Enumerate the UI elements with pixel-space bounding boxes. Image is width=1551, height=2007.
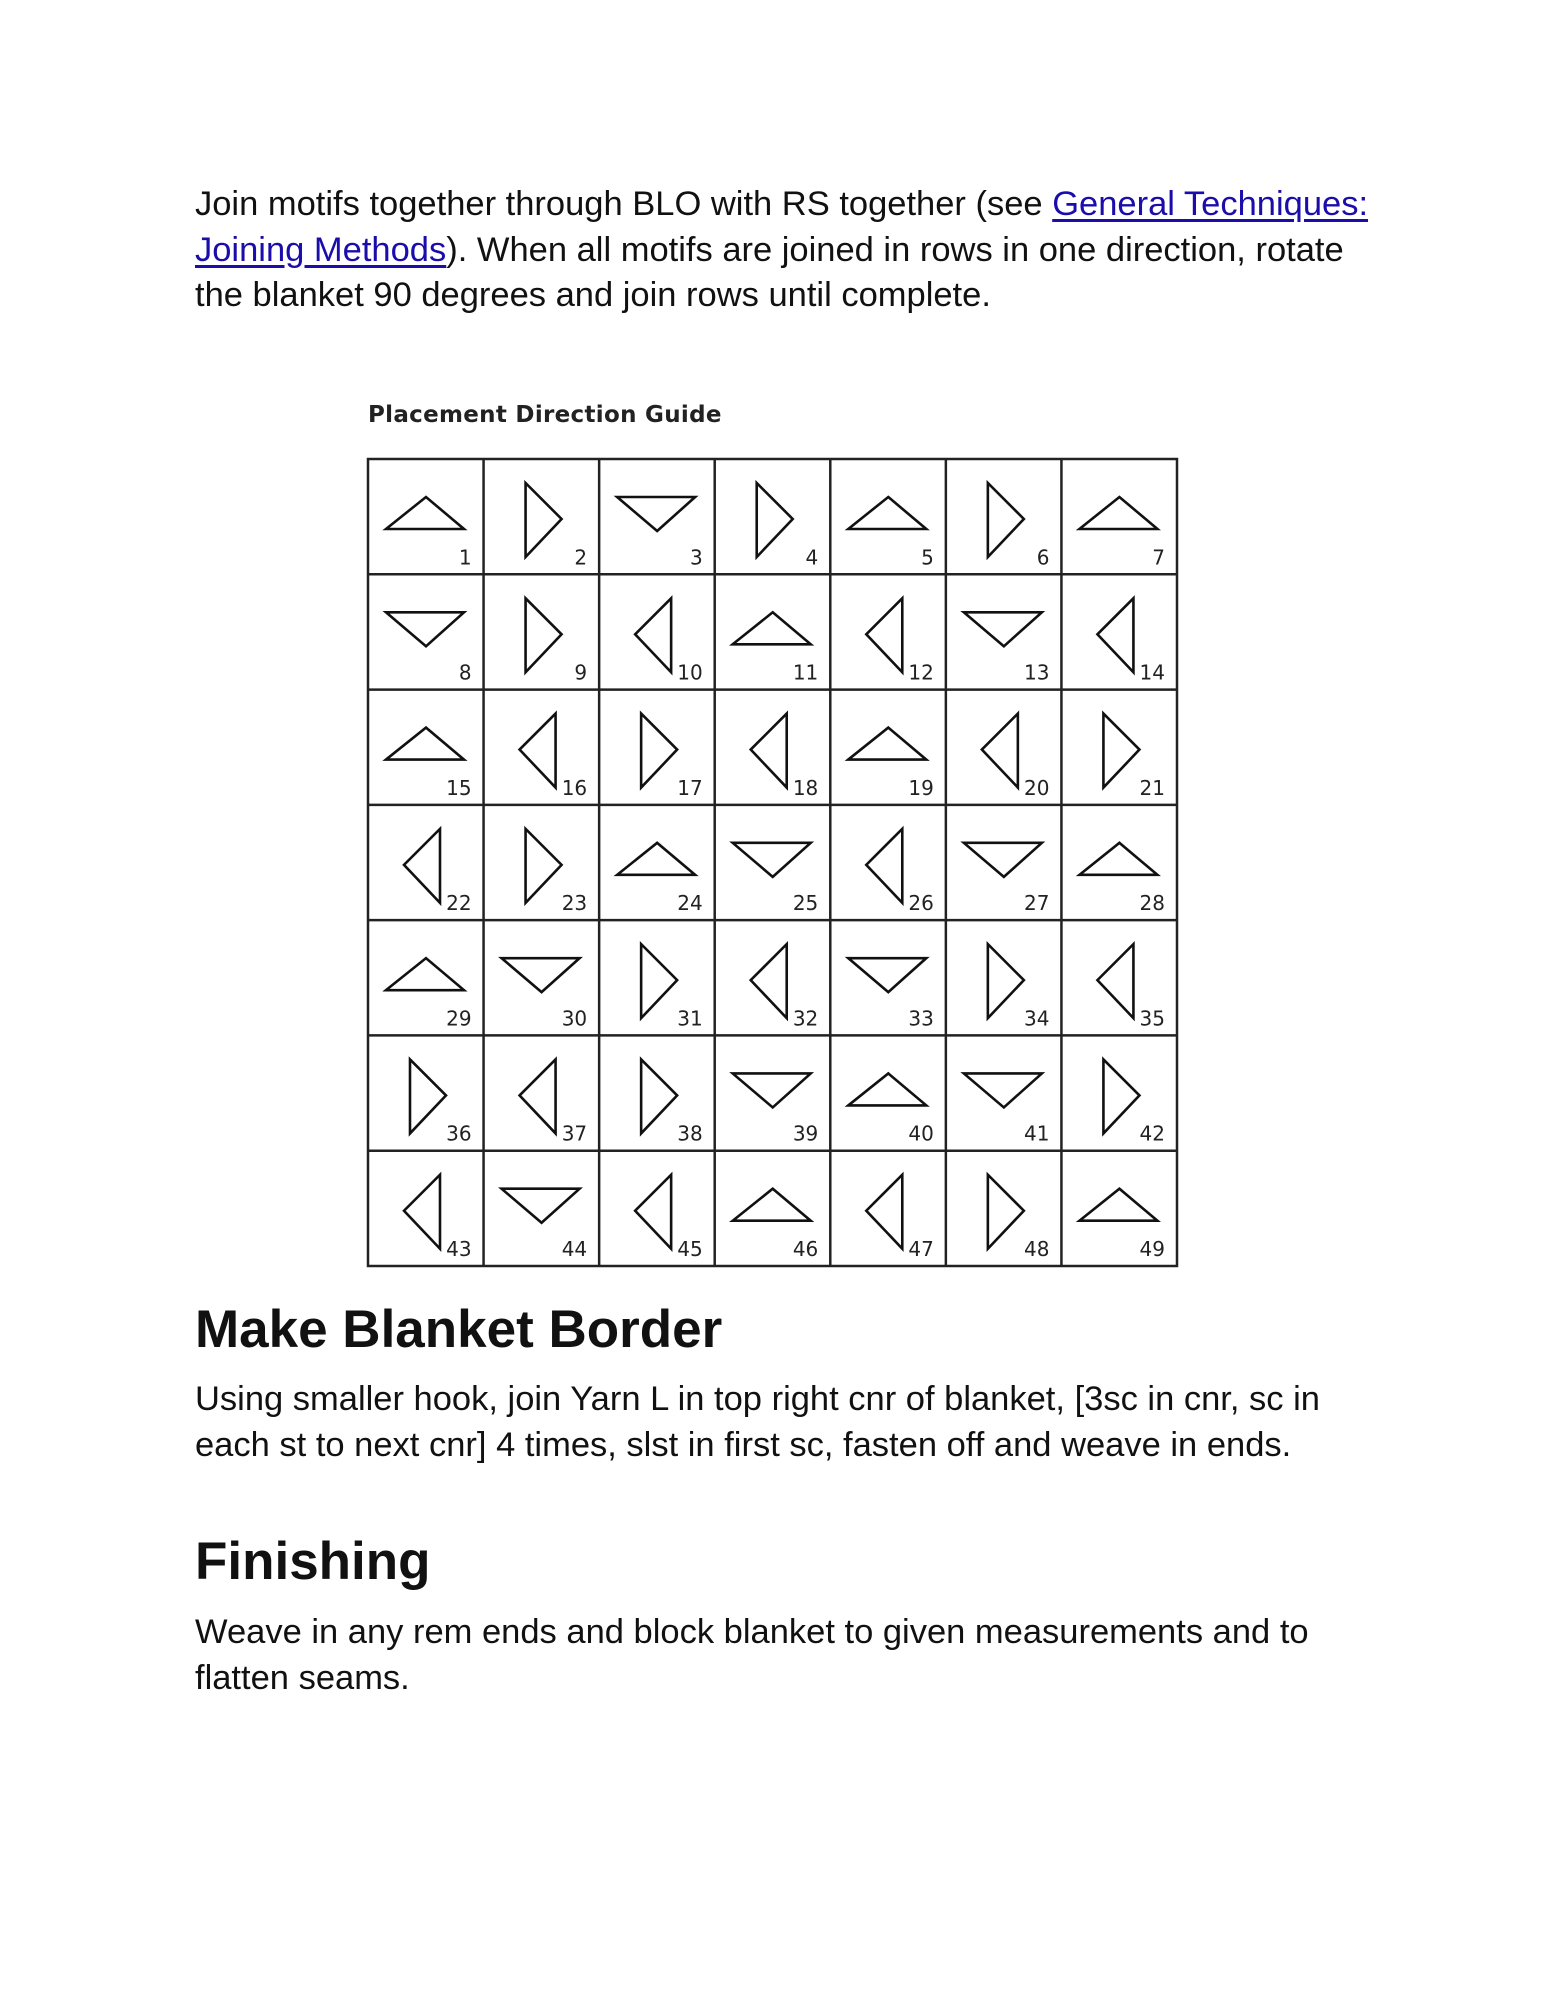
cell-number: 39 xyxy=(792,1121,819,1146)
cell-number: 24 xyxy=(677,891,703,916)
direction-up-icon xyxy=(617,843,695,875)
direction-left-icon xyxy=(866,1175,902,1249)
direction-right-icon xyxy=(526,483,562,557)
cell-number: 12 xyxy=(908,660,934,685)
direction-up-icon xyxy=(1079,843,1157,875)
cell-number: 4 xyxy=(805,545,819,570)
grid-cell-29 xyxy=(386,958,472,1030)
grid-cell-9 xyxy=(526,598,588,684)
grid-cell-18 xyxy=(751,714,819,800)
cell-number: 31 xyxy=(677,1006,703,1031)
cell-number: 47 xyxy=(908,1237,934,1261)
cell-number: 27 xyxy=(1023,891,1050,916)
intro-paragraph xyxy=(195,182,1375,319)
direction-down-icon xyxy=(964,1073,1042,1107)
grid-cell-17 xyxy=(641,714,703,800)
direction-left-icon xyxy=(520,714,556,788)
direction-right-icon xyxy=(410,1059,446,1133)
direction-right-icon xyxy=(641,1059,677,1133)
border-paragraph: Using smaller hook, join Yarn L in top right cnr of blanket, [3sc in cnr, sc in each st to next cnr] 4 times, slst in first sc, fasten off and weave in ends. xyxy=(195,1380,1320,1464)
grid-cell-3 xyxy=(617,497,703,569)
cell-number: 8 xyxy=(458,660,472,685)
grid-cell-30 xyxy=(502,958,588,1030)
grid-cell-27 xyxy=(964,843,1050,915)
direction-up-icon xyxy=(386,958,464,990)
intro-text-before: Join motifs together through BLO with RS together (see xyxy=(195,185,1053,223)
direction-left-icon xyxy=(751,944,787,1018)
direction-left-icon xyxy=(1097,944,1133,1018)
direction-down-icon xyxy=(733,843,811,877)
cell-number: 43 xyxy=(446,1237,472,1261)
direction-left-icon xyxy=(635,598,671,672)
direction-left-icon xyxy=(520,1059,556,1133)
cell-number: 18 xyxy=(792,775,819,800)
direction-up-icon xyxy=(848,728,926,760)
grid-cell-45 xyxy=(635,1175,703,1261)
finishing-paragraph: Weave in any rem ends and block blanket to given measurements and to flatten seams. xyxy=(195,1613,1309,1697)
cell-number: 7 xyxy=(1152,545,1165,570)
cell-number: 44 xyxy=(561,1237,588,1261)
grid-cell-32 xyxy=(751,944,819,1030)
direction-left-icon xyxy=(866,598,902,672)
grid-cell-49 xyxy=(1079,1189,1165,1261)
cell-number: 26 xyxy=(908,891,934,916)
cell-number: 34 xyxy=(1023,1006,1050,1031)
direction-down-icon xyxy=(733,1073,811,1107)
direction-left-icon xyxy=(404,829,440,903)
cell-number: 35 xyxy=(1139,1006,1165,1031)
direction-up-icon xyxy=(1079,1189,1157,1221)
direction-right-icon xyxy=(526,829,562,903)
grid-cell-12 xyxy=(866,598,934,684)
cell-number: 25 xyxy=(792,891,819,916)
direction-left-icon xyxy=(751,714,787,788)
direction-up-icon xyxy=(386,497,464,529)
border-heading: Make Blanket Border xyxy=(195,1300,723,1359)
cell-number: 2 xyxy=(574,545,588,570)
direction-up-icon xyxy=(1079,497,1157,529)
cell-number: 21 xyxy=(1139,775,1165,800)
cell-number: 46 xyxy=(792,1237,819,1261)
direction-right-icon xyxy=(526,598,562,672)
grid-cell-42 xyxy=(1103,1059,1165,1145)
direction-left-icon xyxy=(866,829,902,903)
grid-cell-11 xyxy=(733,612,819,684)
cell-number: 22 xyxy=(446,891,472,916)
grid-cell-28 xyxy=(1079,843,1165,915)
grid-cell-23 xyxy=(526,829,588,915)
intro-text-after: ). When all motifs are joined in rows in one direction, rotate the blanket 90 degrees and join rows until complete. xyxy=(195,230,1344,314)
cell-number: 6 xyxy=(1036,545,1050,570)
grid-cell-24 xyxy=(617,843,703,915)
grid-cell-22 xyxy=(404,829,472,915)
direction-up-icon xyxy=(733,612,811,644)
grid-cell-34 xyxy=(988,944,1050,1030)
direction-right-icon xyxy=(1103,1059,1139,1133)
grid-cell-8 xyxy=(386,612,472,684)
grid-cell-26 xyxy=(866,829,934,915)
direction-left-icon xyxy=(982,714,1018,788)
placement-direction-grid xyxy=(366,457,1179,1268)
grid-cell-13 xyxy=(964,612,1050,684)
cell-number: 36 xyxy=(446,1121,472,1146)
cell-number: 42 xyxy=(1139,1121,1165,1146)
direction-up-icon xyxy=(386,728,464,760)
grid-cell-46 xyxy=(733,1189,819,1261)
cell-number: 48 xyxy=(1023,1237,1050,1261)
direction-right-icon xyxy=(1103,714,1139,788)
grid-cell-2 xyxy=(526,483,588,569)
grid-cell-19 xyxy=(848,728,934,800)
cell-number: 37 xyxy=(561,1121,588,1146)
grid-cell-38 xyxy=(641,1059,703,1145)
cell-number: 15 xyxy=(446,775,472,800)
grid-cell-37 xyxy=(520,1059,588,1145)
cell-number: 41 xyxy=(1023,1121,1050,1146)
grid-cell-5 xyxy=(848,497,934,569)
direction-down-icon xyxy=(502,958,580,992)
cell-number: 13 xyxy=(1023,660,1050,685)
direction-right-icon xyxy=(641,944,677,1018)
cell-number: 11 xyxy=(792,660,819,685)
direction-down-icon xyxy=(964,612,1042,646)
cell-number: 5 xyxy=(921,545,934,570)
cell-number: 38 xyxy=(677,1121,703,1146)
direction-down-icon xyxy=(848,958,926,992)
general-techniques-link[interactable]: General Techniques: Joining Methods xyxy=(195,185,1369,269)
direction-right-icon xyxy=(757,483,793,557)
cell-number: 29 xyxy=(446,1006,472,1031)
cell-number: 17 xyxy=(677,775,703,800)
direction-left-icon xyxy=(404,1175,440,1249)
cell-number: 33 xyxy=(908,1006,934,1031)
grid-cell-20 xyxy=(982,714,1050,800)
grid-cell-7 xyxy=(1079,497,1165,569)
cell-number: 10 xyxy=(677,660,703,685)
direction-right-icon xyxy=(988,1175,1024,1249)
grid-cell-21 xyxy=(1103,714,1165,800)
direction-left-icon xyxy=(1097,598,1133,672)
cell-number: 30 xyxy=(561,1006,588,1031)
direction-right-icon xyxy=(988,483,1024,557)
cell-number: 16 xyxy=(561,775,588,800)
grid-cell-4 xyxy=(757,483,819,569)
grid-cell-40 xyxy=(848,1073,934,1145)
direction-down-icon xyxy=(964,843,1042,877)
direction-up-icon xyxy=(733,1189,811,1221)
grid-cell-36 xyxy=(410,1059,472,1145)
grid-cell-41 xyxy=(964,1073,1050,1145)
cell-number: 49 xyxy=(1139,1237,1165,1261)
grid-cell-43 xyxy=(404,1175,472,1261)
grid-cell-10 xyxy=(635,598,703,684)
grid-cell-48 xyxy=(988,1175,1050,1261)
grid-cell-16 xyxy=(520,714,588,800)
cell-number: 28 xyxy=(1139,891,1165,916)
grid-cell-31 xyxy=(641,944,703,1030)
cell-number: 14 xyxy=(1139,660,1165,685)
grid-cell-33 xyxy=(848,958,934,1030)
grid-cell-6 xyxy=(988,483,1050,569)
grid-cell-25 xyxy=(733,843,819,915)
finishing-heading: Finishing xyxy=(195,1532,431,1591)
cell-number: 9 xyxy=(574,660,588,685)
cell-number: 23 xyxy=(561,891,588,916)
direction-right-icon xyxy=(641,714,677,788)
cell-number: 32 xyxy=(792,1006,819,1031)
cell-number: 3 xyxy=(689,545,703,570)
direction-up-icon xyxy=(848,497,926,529)
grid-cell-14 xyxy=(1097,598,1165,684)
grid-cell-44 xyxy=(502,1189,588,1261)
cell-number: 1 xyxy=(458,545,472,570)
grid-cell-35 xyxy=(1097,944,1165,1030)
cell-number: 19 xyxy=(908,775,934,800)
grid-cell-15 xyxy=(386,728,472,800)
placement-guide-title: Placement Direction Guide xyxy=(368,402,722,428)
cell-number: 40 xyxy=(908,1121,934,1146)
cell-number: 20 xyxy=(1023,775,1050,800)
grid-border xyxy=(368,459,1177,1266)
grid-cell-39 xyxy=(733,1073,819,1145)
direction-down-icon xyxy=(617,497,695,531)
direction-down-icon xyxy=(502,1189,580,1223)
direction-left-icon xyxy=(635,1175,671,1249)
cell-number: 45 xyxy=(677,1237,703,1261)
grid-cell-1 xyxy=(386,497,472,569)
grid-cell-47 xyxy=(866,1175,934,1261)
direction-down-icon xyxy=(386,612,464,646)
direction-right-icon xyxy=(988,944,1024,1018)
direction-up-icon xyxy=(848,1073,926,1105)
